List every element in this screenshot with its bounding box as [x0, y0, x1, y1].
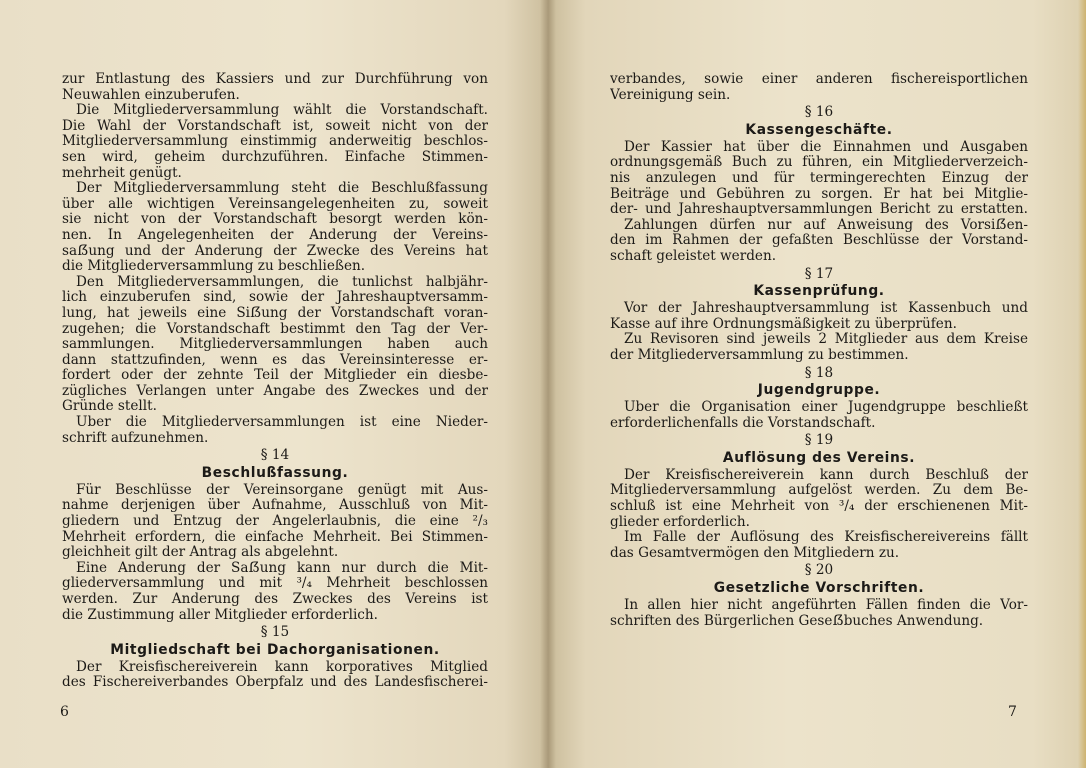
section-number: § 17: [804, 265, 834, 282]
text-line: sie nicht von der Vorstandschaft besorgt werden kön-: [62, 212, 488, 228]
text-line: die Zustimmung aller Mitglieder erforderlich.: [62, 607, 379, 623]
paragraph: [610, 400, 1028, 431]
text-line: Zahlungen dürfen nur auf Anweisung des Vorsiẞen-: [624, 217, 1028, 233]
text-line: dann stattzufinden, wenn es das Vereinsinteresse er-: [62, 352, 488, 368]
text-line: zügliches Verlangen unter Angabe des Zweckes und der: [62, 383, 488, 399]
paragraph: [610, 72, 1028, 103]
paragraph: [610, 332, 1028, 363]
text-line: Über die Mitgliederversammlungen ist eine Nieder-: [76, 415, 488, 431]
paragraph: [62, 275, 488, 415]
text-line: Den Mitgliederversammlungen, die tunlichst halbjähr-: [76, 274, 488, 290]
text-line: nahme derjenigen über Aufnahme, Ausschluß von Mit-: [62, 498, 488, 514]
text-line: Zu Revisoren sind jeweils 2 Mitglieder aus dem Kreise: [624, 332, 1028, 348]
text-line: lung, hat jeweils eine Siẞung der Vorstandschaft voran-: [62, 305, 488, 321]
text-line: den im Rahmen der gefaßten Beschlüsse der Vorstand-: [610, 233, 1028, 249]
text-line: ordnungsgemäß Buch zu führen, ein Mitgliederverzeich-: [610, 155, 1028, 171]
text-line: nis anzulegen und für termingerechten Einzug der: [610, 170, 1028, 186]
book-gutter: [540, 0, 556, 768]
text-line: schrift aufzunehmen.: [62, 430, 209, 446]
text-line: Der Kreisfischereiverein kann korporatives Mitglied: [76, 659, 488, 675]
text-line: Eine Änderung der Saẞung kann nur durch die Mit-: [76, 560, 488, 576]
text-line: das Gesamtvermögen den Mitgliedern zu.: [610, 545, 900, 561]
text-line: Beiträge und Gebühren zu sorgen. Er hat bei Mitglie-: [610, 186, 1028, 202]
text-line: Gründe stellt.: [62, 399, 157, 415]
paragraph: [62, 181, 488, 275]
section-number: § 15: [260, 624, 290, 641]
text-line: werden. Zur Änderung des Zweckes des Vereins ist: [62, 592, 488, 607]
text-line: Kasse auf ihre Ordnungsmäßigkeit zu überprüfen.: [610, 316, 957, 332]
text-line: Mehrheit erfordern, die einfache Mehrheit. Bei Stimmen-: [62, 529, 488, 545]
section-number: § 14: [260, 447, 290, 464]
paragraph: [610, 598, 1028, 629]
page-number: 6: [60, 704, 69, 720]
text-line: Mitgliederversammlung aufgelöst werden. Zu dem Be-: [610, 483, 1028, 499]
text-line: verbandes, sowie einer anderen fischereisportlichen: [610, 72, 1028, 87]
text-line: über alle wichtigen Vereinsangelegenheiten zu, soweit: [62, 196, 488, 212]
text-line: Vereinigung sein.: [610, 87, 731, 103]
text-line: saẞung und der Änderung der Zwecke des Vereins hat: [62, 243, 488, 259]
text-line: Der Mitgliederversammlung steht die Beschlußfassung: [76, 181, 488, 197]
paragraph: [610, 468, 1028, 530]
text-line: Der Kassier hat über die Einnahmen und Ausgaben: [624, 139, 1028, 155]
text-line: Mitgliederversammlung einstimmig anderweitig beschlos-: [62, 134, 488, 150]
paragraph: [62, 561, 488, 623]
text-line: gleichheit gilt der Antrag als abgelehnt.: [62, 545, 339, 561]
paragraph: [610, 530, 1028, 561]
text-line: der Mitgliederversammlung zu bestimmen.: [610, 347, 909, 363]
text-line: zugehen; die Vorstandschaft bestimmt den Tag der Ver-: [62, 321, 488, 337]
text-line: lich einzuberufen sind, sowie der Jahreshauptversamm-: [62, 290, 488, 306]
paragraph: [610, 140, 1028, 218]
text-line: mehrheit genügt.: [62, 165, 182, 181]
paragraph: [62, 483, 488, 561]
text-line: gliederversammlung und mit ³/₄ Mehrheit beschlossen: [62, 576, 488, 592]
page-edge: [1078, 0, 1086, 768]
text-line: Die Wahl der Vorstandschaft ist, soweit nicht von der: [62, 118, 488, 134]
section-number: § 16: [804, 104, 834, 121]
text-line: sammlungen. Mitgliederversammlungen haben auch: [62, 337, 488, 353]
text-line: Neuwahlen einzuberufen.: [62, 87, 240, 103]
text-line: glieder erforderlich.: [610, 514, 750, 530]
paragraph: [62, 72, 488, 103]
text-line: des Fischereiverbandes Oberpfalz und des Landesfischerei-: [62, 675, 488, 691]
paragraph: [62, 660, 488, 691]
right-page: [548, 0, 1086, 768]
section-number: § 19: [804, 432, 834, 449]
section-number: § 18: [804, 364, 834, 381]
paragraph: [610, 218, 1028, 265]
page-number: 7: [1008, 704, 1017, 720]
text-line: schriften des Bürgerlichen Geseẞbuches Anwendung.: [610, 613, 984, 629]
text-line: Die Mitgliederversammlung wählt die Vorstandschaft.: [76, 103, 488, 119]
text-line: der- und Jahreshauptversammlungen Bericht zu erstatten.: [610, 202, 1028, 218]
section-heading: Beschlußfassung.: [201, 464, 349, 481]
section-heading: Mitgliedschaft bei Dachorganisationen.: [110, 641, 440, 658]
section-heading: Gesetzliche Vorschriften.: [713, 580, 925, 597]
text-line: nen. In Angelegenheiten der Änderung der Vereins-: [62, 227, 488, 243]
text-line: schluß ist eine Mehrheit von ³/₄ der erschienenen Mit-: [610, 499, 1028, 515]
section-heading: Jugendgruppe.: [757, 382, 881, 399]
text-line: In allen hier nicht angeführten Fällen finden die Vor-: [624, 598, 1028, 614]
text-line: schaft geleistet werden.: [610, 248, 777, 264]
paragraph: [62, 415, 488, 446]
paragraph: [62, 103, 488, 181]
section-heading: Auflösung des Vereins.: [722, 449, 916, 466]
text-line: Im Falle der Auflösung des Kreisfischereivereins fällt: [624, 530, 1028, 546]
text-line: gliedern und Entzug der Angelerlaubnis, die eine ²/₃: [62, 514, 488, 530]
text-line: Vor der Jahreshauptversammlung ist Kassenbuch und: [624, 301, 1028, 317]
text-line: die Mitgliederversammlung zu beschließen.: [62, 259, 366, 275]
paragraph: [610, 301, 1028, 332]
text-line: erforderlichenfalls die Vorstandschaft.: [610, 415, 876, 431]
text-line: Der Kreisfischereiverein kann durch Beschluß der: [624, 467, 1028, 483]
text-line: Für Beschlüsse der Vereinsorgane genügt mit Aus-: [76, 482, 488, 498]
text-line: Über die Organisation einer Jugendgruppe beschließt: [624, 400, 1028, 416]
section-heading: Kassenprüfung.: [753, 283, 885, 300]
text-line: sen wird, geheim durchzuführen. Einfache Stimmen-: [62, 149, 488, 165]
section-heading: Kassengeschäfte.: [745, 121, 893, 138]
section-number: § 20: [804, 562, 834, 579]
text-line: fordert oder der zehnte Teil der Mitglieder ein diesbe-: [62, 368, 488, 384]
text-line: zur Entlastung des Kassiers und zur Durchführung von: [62, 72, 488, 87]
